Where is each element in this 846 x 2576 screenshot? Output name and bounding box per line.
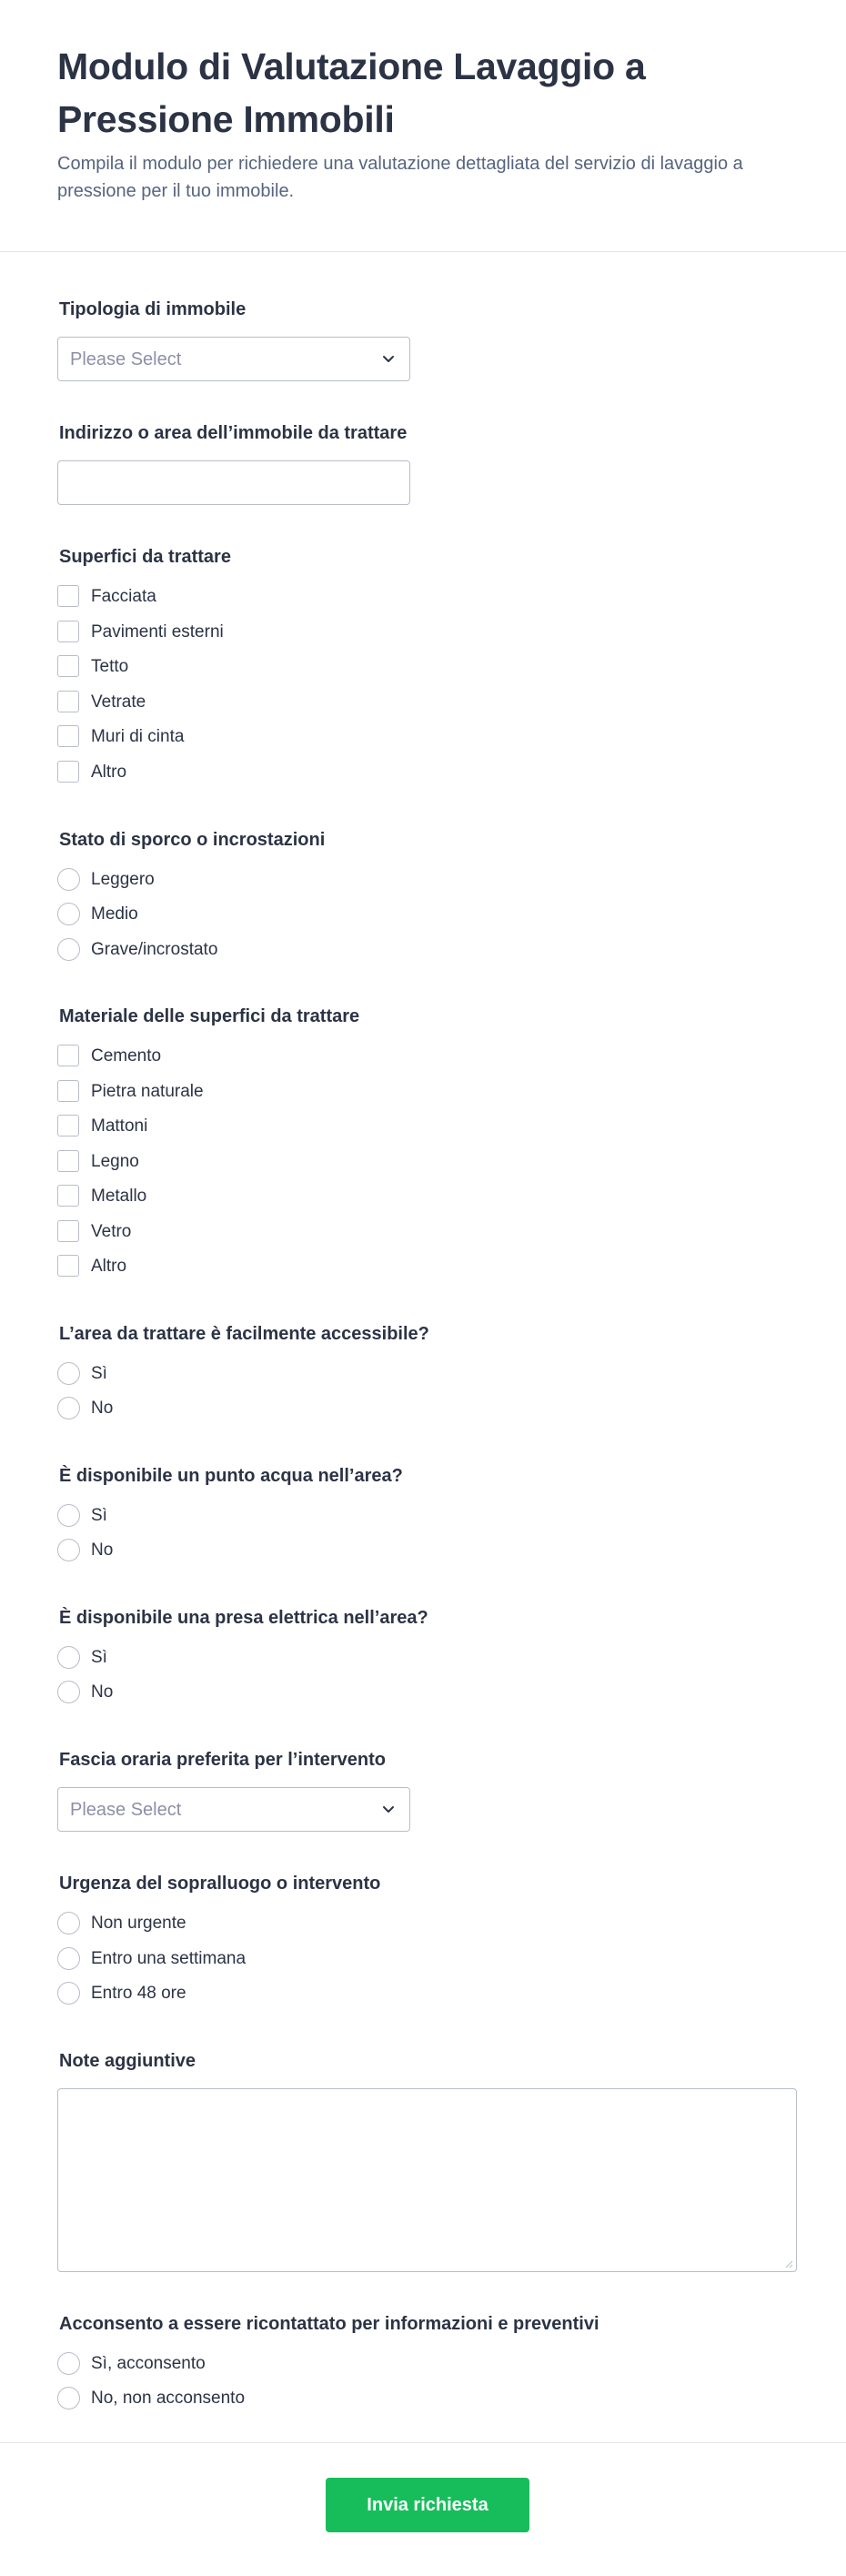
- power-option-no[interactable]: [57, 1681, 512, 1704]
- material-option-altro[interactable]: [57, 1255, 512, 1278]
- checkbox[interactable]: [57, 761, 79, 783]
- surface-option-tetto[interactable]: [57, 655, 512, 679]
- submit-button[interactable]: Invia richiesta: [326, 2478, 529, 2532]
- urgency-option-48-ore[interactable]: [57, 1982, 512, 2005]
- urgency-label: Urgenza del sopralluogo o intervento: [59, 1874, 381, 1894]
- radio-button[interactable]: [57, 938, 80, 961]
- surface-option-vetrate[interactable]: [57, 691, 512, 714]
- material-option-cemento[interactable]: [57, 1045, 512, 1068]
- consent-option-si[interactable]: [57, 2352, 512, 2376]
- option-label: Mattoni: [91, 1116, 148, 1136]
- option-label: No, non acconsento: [91, 2389, 246, 2408]
- option-label: No: [91, 1541, 114, 1560]
- option-label: Muri di cinta: [91, 727, 185, 746]
- surface-option-pavimenti[interactable]: [57, 621, 512, 644]
- property-type-label: Tipologia di immobile: [59, 299, 247, 319]
- chevron-down-icon: [378, 1800, 398, 1820]
- option-label: Non urgente: [91, 1914, 186, 1933]
- form-header: [0, 0, 846, 252]
- option-label: Legno: [91, 1152, 139, 1171]
- chevron-down-icon: [378, 349, 398, 369]
- water-point-label: È disponibile un punto acqua nell’area?: [59, 1466, 403, 1486]
- material-option-vetro[interactable]: [57, 1220, 512, 1244]
- dirt-option-leggero[interactable]: [57, 868, 512, 892]
- checkbox[interactable]: [57, 691, 79, 712]
- material-option-legno[interactable]: [57, 1150, 512, 1174]
- radio-button[interactable]: [57, 1681, 80, 1703]
- dirt-option-grave[interactable]: [57, 938, 512, 962]
- radio-button[interactable]: [57, 2352, 80, 2375]
- option-label: Pavimenti esterni: [91, 622, 224, 641]
- consent-label: Acconsento a essere ricontattato per informazioni e preventivi: [59, 2314, 599, 2334]
- option-label: Metallo: [91, 1187, 147, 1206]
- surfaces-label: Superfici da trattare: [59, 547, 231, 567]
- checkbox[interactable]: [57, 655, 79, 677]
- form-footer: [0, 2442, 846, 2576]
- urgency-option-settimana[interactable]: [57, 1947, 512, 1971]
- option-label: Vetro: [91, 1222, 132, 1241]
- dirt-option-medio[interactable]: [57, 903, 512, 926]
- materials-label: Materiale delle superfici da trattare: [59, 1006, 360, 1026]
- radio-button[interactable]: [57, 1912, 80, 1935]
- option-label: Sì: [91, 1364, 107, 1383]
- option-label: Altro: [91, 1257, 127, 1276]
- checkbox[interactable]: [57, 1045, 79, 1066]
- accessible-option-si[interactable]: [57, 1362, 512, 1386]
- surface-option-altro[interactable]: [57, 761, 512, 784]
- checkbox[interactable]: [57, 1185, 79, 1207]
- consent-option-no[interactable]: [57, 2387, 512, 2410]
- checkbox[interactable]: [57, 1255, 79, 1277]
- address-input[interactable]: [57, 460, 410, 505]
- option-label: Cemento: [91, 1046, 162, 1066]
- option-label: Tetto: [91, 657, 129, 676]
- option-label: Sì: [91, 1506, 107, 1525]
- option-label: Pietra naturale: [91, 1082, 204, 1101]
- radio-button[interactable]: [57, 1539, 80, 1561]
- material-option-pietra[interactable]: [57, 1080, 512, 1104]
- option-label: Entro 48 ore: [91, 1984, 186, 2003]
- checkbox[interactable]: [57, 1220, 79, 1242]
- option-label: Entro una settimana: [91, 1949, 247, 1968]
- water-option-si[interactable]: [57, 1504, 512, 1528]
- radio-button[interactable]: [57, 1397, 80, 1419]
- checkbox[interactable]: [57, 1080, 79, 1102]
- checkbox[interactable]: [57, 1150, 79, 1172]
- radio-button[interactable]: [57, 1362, 80, 1385]
- time-slot-placeholder: Please Select: [70, 1800, 182, 1820]
- page-subtitle: Compila il modulo per richiedere una valutazione dettagliata del servizio di lavaggio a pressione per il tuo immobile.: [57, 154, 743, 201]
- option-label: Leggero: [91, 870, 155, 889]
- resize-handle-icon[interactable]: [782, 2258, 793, 2268]
- radio-button[interactable]: [57, 2387, 80, 2409]
- property-type-select[interactable]: [57, 337, 410, 381]
- checkbox[interactable]: [57, 621, 79, 642]
- radio-button[interactable]: [57, 1982, 80, 2005]
- checkbox[interactable]: [57, 585, 79, 607]
- page-title: Modulo di Valutazione Lavaggio a Pressione Immobili: [57, 45, 646, 140]
- material-option-mattoni[interactable]: [57, 1115, 512, 1138]
- radio-button[interactable]: [57, 1947, 80, 1970]
- radio-button[interactable]: [57, 1646, 80, 1669]
- material-option-metallo[interactable]: [57, 1185, 512, 1208]
- notes-label: Note aggiuntive: [59, 2051, 196, 2071]
- property-type-placeholder: Please Select: [70, 349, 182, 369]
- accessible-label: L’area da trattare è facilmente accessibile?: [59, 1324, 429, 1344]
- option-label: Grave/incrostato: [91, 940, 218, 959]
- surface-option-facciata[interactable]: [57, 585, 512, 609]
- option-label: Sì: [91, 1648, 107, 1667]
- accessible-option-no[interactable]: [57, 1397, 512, 1420]
- option-label: No: [91, 1682, 114, 1702]
- surface-option-muri[interactable]: [57, 725, 512, 749]
- option-label: No: [91, 1399, 114, 1418]
- power-option-si[interactable]: [57, 1646, 512, 1670]
- radio-button[interactable]: [57, 868, 80, 891]
- notes-textarea[interactable]: [57, 2088, 797, 2272]
- radio-button[interactable]: [57, 903, 80, 925]
- dirt-level-label: Stato di sporco o incrostazioni: [59, 830, 326, 850]
- option-label: Medio: [91, 904, 138, 924]
- option-label: Sì, acconsento: [91, 2354, 206, 2373]
- checkbox[interactable]: [57, 725, 79, 747]
- power-outlet-label: È disponibile una presa elettrica nell’area?: [59, 1608, 428, 1628]
- option-label: Vetrate: [91, 692, 146, 712]
- radio-button[interactable]: [57, 1504, 80, 1527]
- time-slot-label: Fascia oraria preferita per l’intervento: [59, 1750, 387, 1770]
- address-label: Indirizzo o area dell’immobile da trattare: [59, 423, 408, 443]
- water-option-no[interactable]: [57, 1539, 512, 1562]
- time-slot-select[interactable]: [57, 1787, 410, 1832]
- option-label: Facciata: [91, 587, 156, 606]
- urgency-option-non-urgente[interactable]: [57, 1912, 512, 1935]
- option-label: Altro: [91, 763, 127, 782]
- checkbox[interactable]: [57, 1115, 79, 1136]
